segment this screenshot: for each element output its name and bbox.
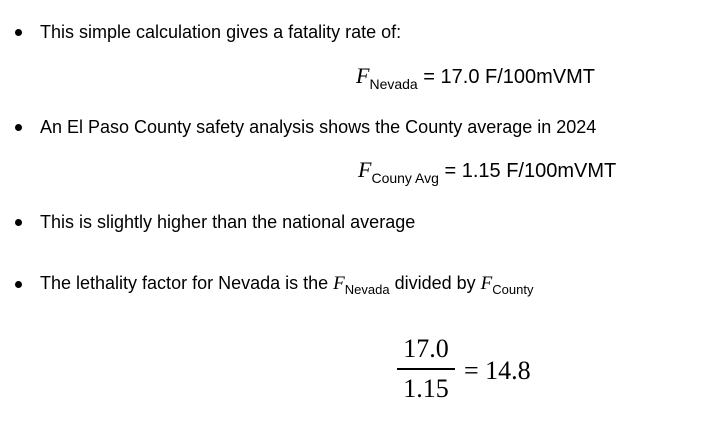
bullet-text: An El Paso County safety analysis shows the County average in 2024 [40,117,597,137]
bullet-dot [15,124,22,131]
inline-subscript-county: County [492,282,534,297]
equation-value: = 17.0 F/100mVMT [423,66,596,88]
equation-county-avg [358,156,616,186]
equation-subscript: Nevada [369,76,418,92]
lethality-fraction [397,334,455,404]
fraction-result: = 14.8 [464,356,531,385]
bullet-text-middle: divided by [389,273,481,293]
inline-variable-county: F [480,273,493,294]
bullet-item-1 [0,20,702,44]
equation-variable: F [358,157,372,182]
bullet-dot [15,219,22,226]
fraction-numerator: 17.0 [403,334,449,363]
equation-subscript: Couny Avg [371,170,439,186]
bullet-text: This is slightly higher than the national average [40,212,416,232]
bullet-item-2 [0,115,702,139]
bullet-item-3 [0,210,702,234]
inline-subscript-nevada: Nevada [344,282,390,297]
equation-nevada [356,62,595,92]
fraction-bar [397,368,455,370]
equation-variable: F [356,63,370,88]
bullet-text: This simple calculation gives a fatality rate of: [40,22,402,42]
bullet-text-prefix: The lethality factor for Nevada is the [40,273,334,293]
bullet-text [40,271,533,297]
bullet-dot [15,281,22,288]
bullet-item-4 [0,272,702,296]
inline-variable-nevada: F [333,273,345,294]
fraction-denominator: 1.15 [403,374,449,403]
bullet-dot [15,29,22,36]
equation-value: = 1.15 F/100mVMT [444,160,617,182]
